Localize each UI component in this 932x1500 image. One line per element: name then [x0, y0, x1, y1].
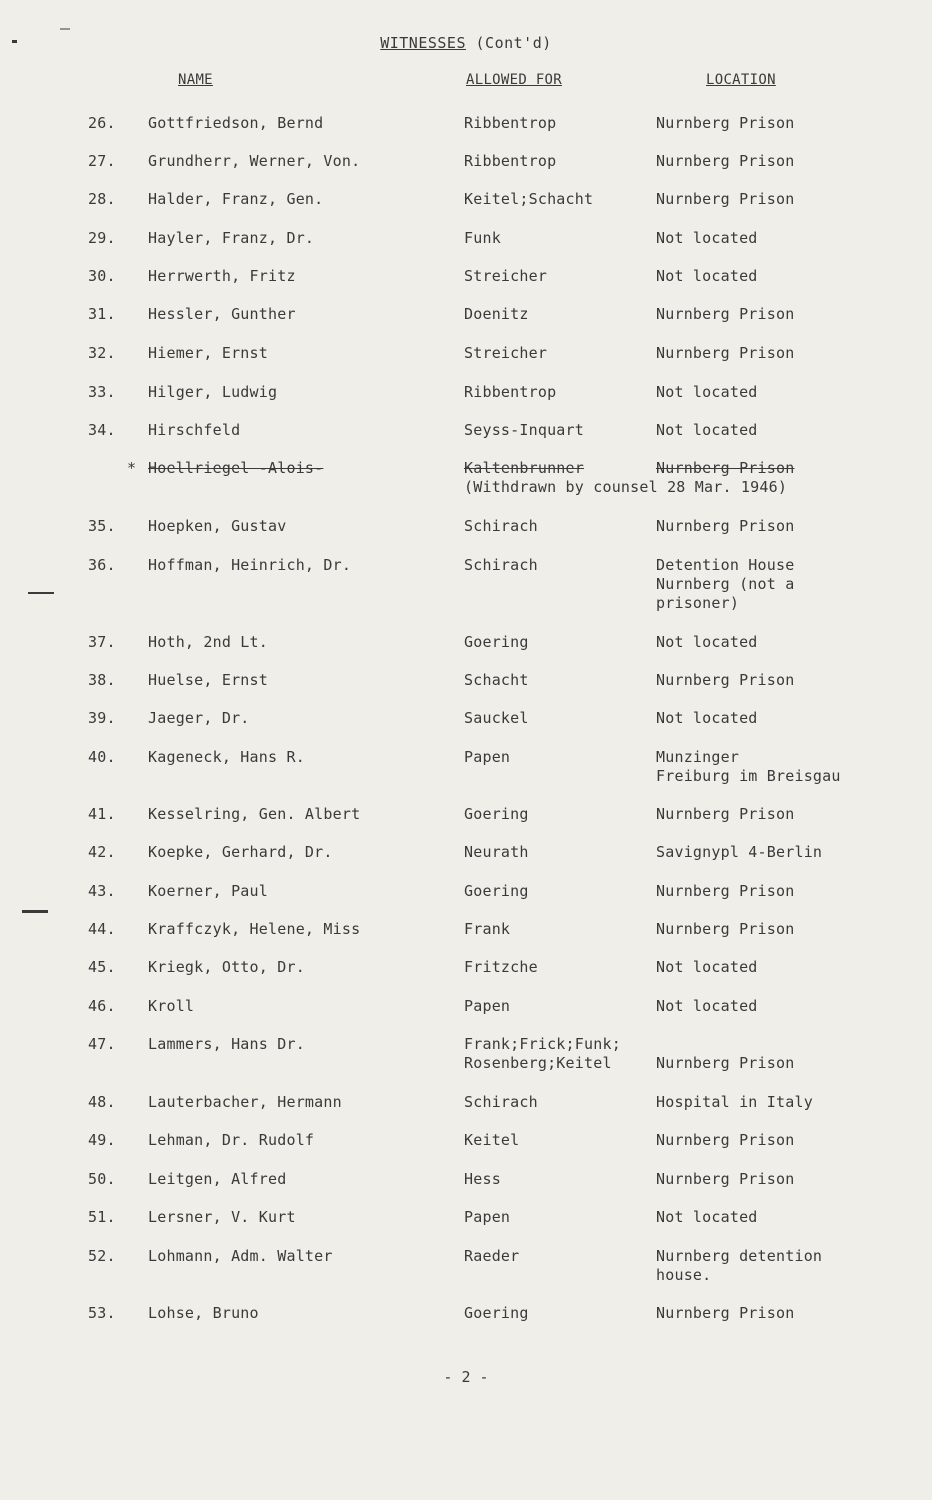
location: Not located	[656, 709, 758, 727]
row-number: 45.	[88, 958, 116, 976]
location: Nurnberg Prison	[656, 920, 795, 938]
witness-name: Lammers, Hans Dr.	[148, 1035, 305, 1053]
allowed-for: Frank	[464, 920, 511, 938]
allowed-for: Ribbentrop	[464, 114, 557, 132]
allowed-for: Goering	[464, 633, 529, 651]
row-number: 47.	[88, 1035, 116, 1053]
title-main: WITNESSES	[380, 34, 466, 52]
allowed-for: Funk	[464, 229, 501, 247]
allowed-for: Hess	[464, 1170, 501, 1188]
header-allowed-for: ALLOWED FOR	[466, 72, 563, 88]
witness-name: Hayler, Franz, Dr.	[148, 229, 315, 247]
row-number: 33.	[88, 383, 116, 401]
page-title	[0, 34, 932, 52]
location: Nurnberg Prison	[656, 459, 795, 477]
location: Not located	[656, 383, 758, 401]
witness-name: Hessler, Gunther	[148, 305, 296, 323]
margin-mark	[60, 28, 70, 30]
row-number: 42.	[88, 843, 116, 861]
location: Nurnberg Prison	[656, 1304, 795, 1322]
row-number: 31.	[88, 305, 116, 323]
allowed-for: Streicher	[464, 267, 548, 285]
allowed-for: Keitel;Schacht	[464, 190, 594, 208]
allowed-for: Papen	[464, 997, 511, 1015]
allowed-for: Streicher	[464, 344, 548, 362]
location: Nurnberg Prison	[656, 190, 795, 208]
title-suffix: (Cont'd)	[466, 34, 552, 52]
location: Not located	[656, 421, 758, 439]
row-number: 40.	[88, 748, 116, 766]
witness-name: Hiemer, Ernst	[148, 344, 268, 362]
witness-name: Kraffczyk, Helene, Miss	[148, 920, 361, 938]
row-number: 51.	[88, 1208, 116, 1226]
row-number: 29.	[88, 229, 116, 247]
row-number: 36.	[88, 556, 116, 574]
allowed-for: Frank;Frick;Funk; Rosenberg;Keitel	[464, 1035, 621, 1072]
witness-name: Hoepken, Gustav	[148, 517, 287, 535]
row-number: 37.	[88, 633, 116, 651]
allowed-for: Schirach	[464, 556, 538, 574]
row-number: 35.	[88, 517, 116, 535]
allowed-for: Ribbentrop	[464, 152, 557, 170]
witness-name: Lehman, Dr. Rudolf	[148, 1131, 315, 1149]
witness-name: Hirschfeld	[148, 421, 241, 439]
location: Nurnberg Prison	[656, 1131, 795, 1149]
location: Not located	[656, 267, 758, 285]
allowed-for: Seyss-Inquart	[464, 421, 584, 439]
row-number: 34.	[88, 421, 116, 439]
allowed-for: Schirach	[464, 517, 538, 535]
location: Nurnberg Prison	[656, 805, 795, 823]
witness-name: Huelse, Ernst	[148, 671, 268, 689]
row-number: 39.	[88, 709, 116, 727]
allowed-for: Schirach	[464, 1093, 538, 1111]
withdrawal-note: (Withdrawn by counsel 28 Mar. 1946)	[464, 478, 788, 496]
location: Not located	[656, 1208, 758, 1226]
row-number: 26.	[88, 114, 116, 132]
row-number: 49.	[88, 1131, 116, 1149]
allowed-for: Keitel	[464, 1131, 520, 1149]
allowed-for: Papen	[464, 748, 511, 766]
location: Munzinger Freiburg im Breisgau	[656, 748, 841, 785]
location: Hospital in Italy	[656, 1093, 813, 1111]
location: Nurnberg Prison	[656, 1054, 795, 1072]
witness-name: Kageneck, Hans R.	[148, 748, 305, 766]
location: Nurnberg Prison	[656, 152, 795, 170]
margin-mark	[22, 910, 48, 913]
location: Detention House Nurnberg (not a prisoner)	[656, 556, 795, 612]
row-number: 41.	[88, 805, 116, 823]
location: Nurnberg Prison	[656, 517, 795, 535]
witness-name: Grundherr, Werner, Von.	[148, 152, 361, 170]
header-name: NAME	[178, 72, 213, 88]
location: Not located	[656, 958, 758, 976]
allowed-for: Fritzche	[464, 958, 538, 976]
allowed-for: Kaltenbrunner	[464, 459, 584, 477]
witness-name: Halder, Franz, Gen.	[148, 190, 324, 208]
margin-mark	[28, 592, 54, 594]
row-number: 53.	[88, 1304, 116, 1322]
allowed-for: Sauckel	[464, 709, 529, 727]
row-number: 48.	[88, 1093, 116, 1111]
location: Nurnberg Prison	[656, 671, 795, 689]
header-location: LOCATION	[706, 72, 776, 88]
location: Nurnberg Prison	[656, 344, 795, 362]
witness-name: Kesselring, Gen. Albert	[148, 805, 361, 823]
allowed-for: Goering	[464, 1304, 529, 1322]
location: Not located	[656, 633, 758, 651]
witness-name: Hilger, Ludwig	[148, 383, 278, 401]
allowed-for: Goering	[464, 882, 529, 900]
witness-name: Kriegk, Otto, Dr.	[148, 958, 305, 976]
allowed-for: Ribbentrop	[464, 383, 557, 401]
row-number: 28.	[88, 190, 116, 208]
witness-name: Koepke, Gerhard, Dr.	[148, 843, 333, 861]
witness-name: Kroll	[148, 997, 195, 1015]
location: Nurnberg detention house.	[656, 1247, 823, 1284]
witness-name: Leitgen, Alfred	[148, 1170, 287, 1188]
row-number: 27.	[88, 152, 116, 170]
page-number: - 2 -	[443, 1368, 489, 1386]
row-number: 52.	[88, 1247, 116, 1265]
location: Not located	[656, 229, 758, 247]
location: Not located	[656, 997, 758, 1015]
allowed-for: Raeder	[464, 1247, 520, 1265]
allowed-for: Doenitz	[464, 305, 529, 323]
allowed-for: Papen	[464, 1208, 511, 1226]
witness-name: Hoth, 2nd Lt.	[148, 633, 268, 651]
witness-name: Hoffman, Heinrich, Dr.	[148, 556, 352, 574]
row-asterisk: *	[127, 459, 137, 477]
row-number: 46.	[88, 997, 116, 1015]
witness-name: Lersner, V. Kurt	[148, 1208, 296, 1226]
row-number: 43.	[88, 882, 116, 900]
location: Nurnberg Prison	[656, 1170, 795, 1188]
witness-name: Jaeger, Dr.	[148, 709, 250, 727]
allowed-for: Schacht	[464, 671, 529, 689]
row-number: 50.	[88, 1170, 116, 1188]
location: Nurnberg Prison	[656, 882, 795, 900]
allowed-for: Goering	[464, 805, 529, 823]
witness-name: Hoellriegel -Alois-	[148, 459, 324, 477]
witness-name: Lauterbacher, Hermann	[148, 1093, 342, 1111]
row-number: 44.	[88, 920, 116, 938]
allowed-for: Neurath	[464, 843, 529, 861]
row-number: 30.	[88, 267, 116, 285]
witness-name: Herrwerth, Fritz	[148, 267, 296, 285]
witness-name: Lohse, Bruno	[148, 1304, 259, 1322]
witness-name: Lohmann, Adm. Walter	[148, 1247, 333, 1265]
row-number: 38.	[88, 671, 116, 689]
witness-name: Koerner, Paul	[148, 882, 268, 900]
witness-name: Gottfriedson, Bernd	[148, 114, 324, 132]
row-number: 32.	[88, 344, 116, 362]
location: Nurnberg Prison	[656, 305, 795, 323]
location: Nurnberg Prison	[656, 114, 795, 132]
location: Savignypl 4-Berlin	[656, 843, 823, 861]
